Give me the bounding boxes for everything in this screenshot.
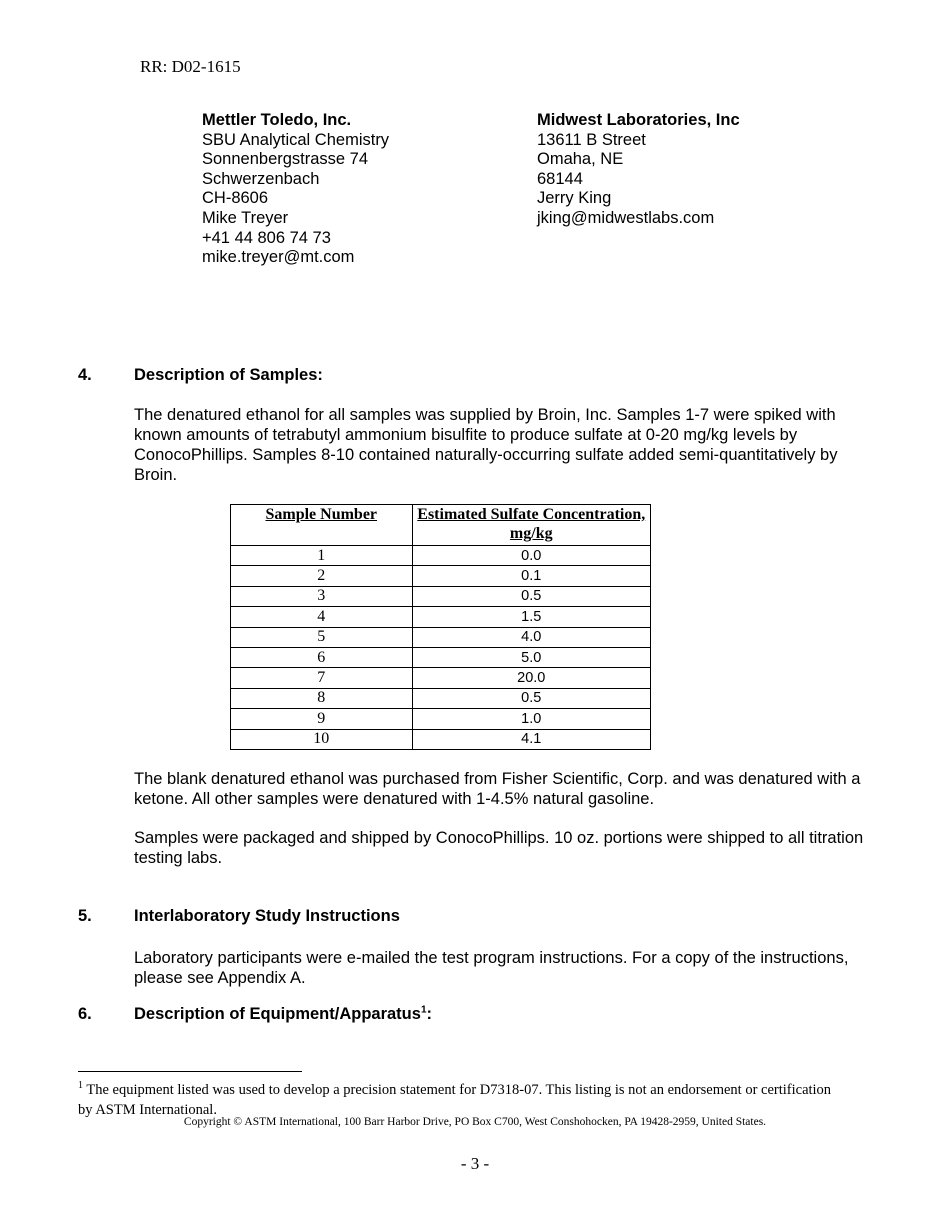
sulfate-value-cell: 1.5: [412, 607, 650, 627]
sulfate-value-cell: 20.0: [412, 668, 650, 688]
sulfate-value-cell: 1.0: [412, 709, 650, 729]
address-phone: +41 44 806 74 73: [202, 228, 331, 247]
sample-number-cell: 10: [231, 729, 413, 749]
table-row: [231, 627, 651, 647]
address-line: SBU Analytical Chemistry: [202, 130, 390, 149]
section-5-title: Interlaboratory Study Instructions: [134, 907, 400, 925]
sample-number-cell: 5: [231, 627, 413, 647]
sulfate-value-cell: 4.1: [412, 729, 650, 749]
section-6-title-text: Description of Equipment/Apparatus: [134, 1005, 421, 1023]
page-number: - 3 -: [460, 1154, 490, 1173]
footnote-marker: 1: [78, 1080, 83, 1092]
header-sample-number: Sample Number: [231, 505, 413, 546]
table-row: [231, 668, 651, 688]
sulfate-value-cell: 0.0: [412, 546, 650, 566]
section-6-number: 6.: [78, 1005, 92, 1023]
sample-number-cell: 7: [231, 668, 413, 688]
sample-number-cell: 8: [231, 688, 413, 708]
section-4-paragraph-2: The blank denatured ethanol was purchased from Fisher Scientific, Corp. and was denatured with a ketone. All other samples were denatured with 1-4.5% natural gasoline.: [134, 770, 861, 808]
section-5-number: 5.: [78, 907, 92, 925]
section-4-paragraph-3: Samples were packaged and shipped by ConocoPhillips. 10 oz. portions were shipped to all titration testing labs.: [134, 829, 864, 867]
sulfate-value-cell: 0.5: [412, 586, 650, 606]
address-line: 68144: [537, 169, 583, 188]
sample-number-cell: 2: [231, 566, 413, 586]
address-line: Omaha, NE: [537, 150, 624, 169]
footnote-text: The equipment listed was used to develop a precision statement for D7318-07. This listing is not an endorsement or certification by ASTM International.: [78, 1082, 832, 1118]
table-row: [231, 607, 651, 627]
footnote-reference: 1: [420, 1004, 427, 1016]
address-block-mettler-toledo: [202, 111, 389, 268]
section-4-paragraph-1: The denatured ethanol for all samples was supplied by Broin, Inc. Samples 1-7 were spiked with known amounts of tetrabutyl ammonium bisulfite to produce sulfate at 0-20 mg/kg levels by ConocoPhillips. Samples 8-10 contained naturally-occurring sulfate added semi-quantitatively by Broin.: [134, 406, 838, 484]
address-contact-name: Jerry King: [537, 189, 612, 208]
sample-number-cell: 3: [231, 586, 413, 606]
sample-number-cell: 4: [231, 607, 413, 627]
table-row: [231, 688, 651, 708]
footnote: [78, 1080, 838, 1120]
table-row: [231, 566, 651, 586]
sulfate-value-cell: 0.1: [412, 566, 650, 586]
address-line: 13611 B Street: [537, 130, 646, 149]
sulfate-value-cell: 4.0: [412, 627, 650, 647]
sample-number-cell: 6: [231, 647, 413, 667]
section-6-title: [134, 1005, 432, 1024]
report-code: RR: D02-1615: [140, 57, 241, 76]
sample-number-cell: 9: [231, 709, 413, 729]
address-org-name: Midwest Laboratories, Inc: [537, 111, 740, 129]
table-row: [231, 709, 651, 729]
header-estimated-sulfate: Estimated Sulfate Concentration, mg/kg: [412, 505, 650, 546]
section-4-title: Description of Samples:: [134, 366, 323, 384]
section-5-paragraph: Laboratory participants were e-mailed the test program instructions. For a copy of the instructions, please see Appendix A.: [134, 949, 849, 987]
address-contact-name: Mike Treyer: [202, 208, 289, 227]
sulfate-value-cell: 5.0: [412, 647, 650, 667]
address-block-midwest-laboratories: [537, 111, 740, 229]
address-line: Sonnenbergstrasse 74: [202, 150, 369, 169]
footnote-divider: [78, 1071, 302, 1072]
table-header-row: [231, 505, 651, 546]
address-line: Schwerzenbach: [202, 169, 320, 188]
table-row: [231, 546, 651, 566]
table-row: [231, 729, 651, 749]
section-6-title-suffix: :: [426, 1005, 432, 1023]
table-row: [231, 586, 651, 606]
sample-table: [230, 504, 651, 750]
address-email: jking@midwestlabs.com: [537, 208, 715, 227]
address-org-name: Mettler Toledo, Inc.: [202, 111, 352, 129]
copyright-notice: Copyright © ASTM International, 100 Barr Harbor Drive, PO Box C700, West Conshohocken, PA 19428-2959, United States.: [183, 1116, 767, 1128]
sample-number-cell: 1: [231, 546, 413, 566]
address-email: mike.treyer@mt.com: [202, 248, 355, 267]
address-line: CH-8606: [202, 189, 269, 208]
sulfate-value-cell: 0.5: [412, 688, 650, 708]
section-4-number: 4.: [78, 366, 92, 384]
table-row: [231, 647, 651, 667]
